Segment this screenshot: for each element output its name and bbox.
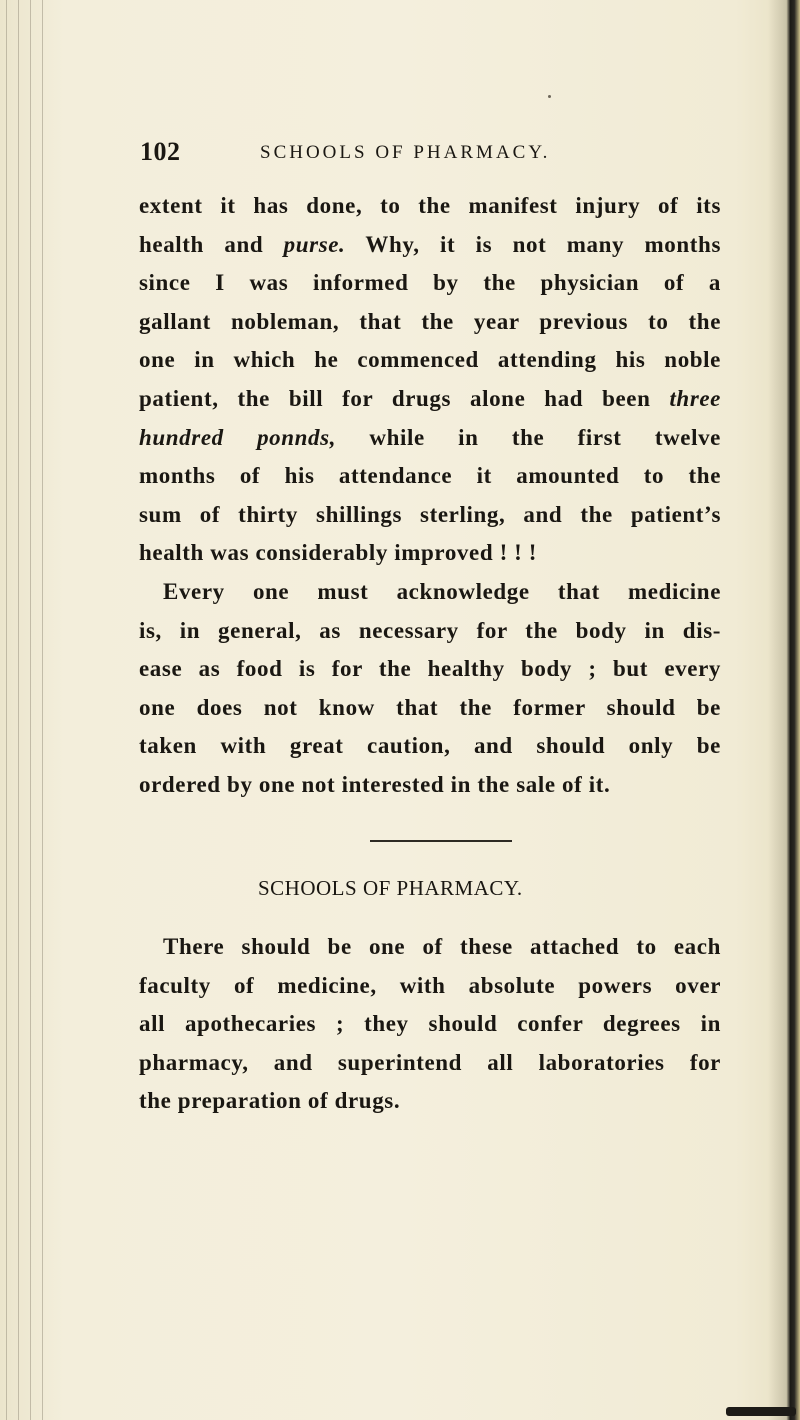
binding-shadow-line — [30, 0, 31, 1420]
italic-span: three — [669, 385, 721, 411]
page-edge — [786, 0, 800, 1420]
page-edge-shadow — [768, 0, 786, 1420]
page-corner-mark — [726, 1407, 796, 1416]
text-line: health was considerably improved ! ! ! — [139, 540, 538, 566]
text-line: ordered by one not interested in the sale of it. — [139, 771, 611, 797]
text-line: is, in general, as necessary for the body in dis- — [139, 617, 721, 643]
text-line: There should be one of these attached to each — [163, 934, 721, 959]
text-span: patient, the bill for drugs alone had been — [139, 385, 670, 411]
page-number: 102 — [140, 137, 181, 166]
text-line: faculty of medicine, with absolute powers over — [139, 972, 721, 998]
text-line: ease as food is for the healthy body ; but every — [139, 656, 721, 682]
text-line: since I was informed by the physician of a — [139, 270, 721, 296]
text-line: sum of thirty shillings sterling, and the patient’s — [139, 501, 721, 527]
text-span: Why, it is not many months — [345, 231, 721, 257]
page-speck — [548, 95, 551, 98]
text-line: one in which he commenced attending his noble — [139, 347, 721, 373]
text-line: gallant nobleman, that the year previous to the — [139, 308, 721, 334]
text-line: pharmacy, and superintend all laboratories for — [139, 1049, 721, 1075]
section-divider — [370, 840, 512, 842]
text-line — [139, 380, 721, 419]
paragraph-continued — [139, 187, 721, 805]
page-header — [140, 137, 740, 173]
text-line — [139, 226, 721, 265]
text-span: while in the first twelve — [336, 424, 721, 450]
binding-shadow-line — [6, 0, 7, 1420]
section-title: SCHOOLS OF PHARMACY. — [258, 876, 523, 900]
text-line: months of his attendance it amounted to the — [139, 463, 721, 489]
text-line: taken with great caution, and should only be — [139, 733, 721, 759]
section-paragraph — [139, 928, 721, 1121]
text-line: Every one must acknowledge that medicine — [163, 578, 721, 604]
binding-shadow-line — [42, 0, 43, 1420]
italic-span: purse. — [283, 231, 346, 257]
text-line: extent it has done, to the manifest injury of its — [139, 193, 721, 218]
text-line: all apothecaries ; they should confer degrees in — [139, 1011, 721, 1037]
running-head: SCHOOLS OF PHARMACY. — [260, 142, 551, 163]
text-line: one does not know that the former should be — [139, 694, 721, 720]
italic-span: hundred ponnds, — [139, 424, 337, 450]
text-line: the preparation of drugs. — [139, 1088, 401, 1114]
text-span: health and — [139, 231, 284, 257]
binding-shadow-line — [18, 0, 19, 1420]
text-line — [139, 419, 721, 458]
